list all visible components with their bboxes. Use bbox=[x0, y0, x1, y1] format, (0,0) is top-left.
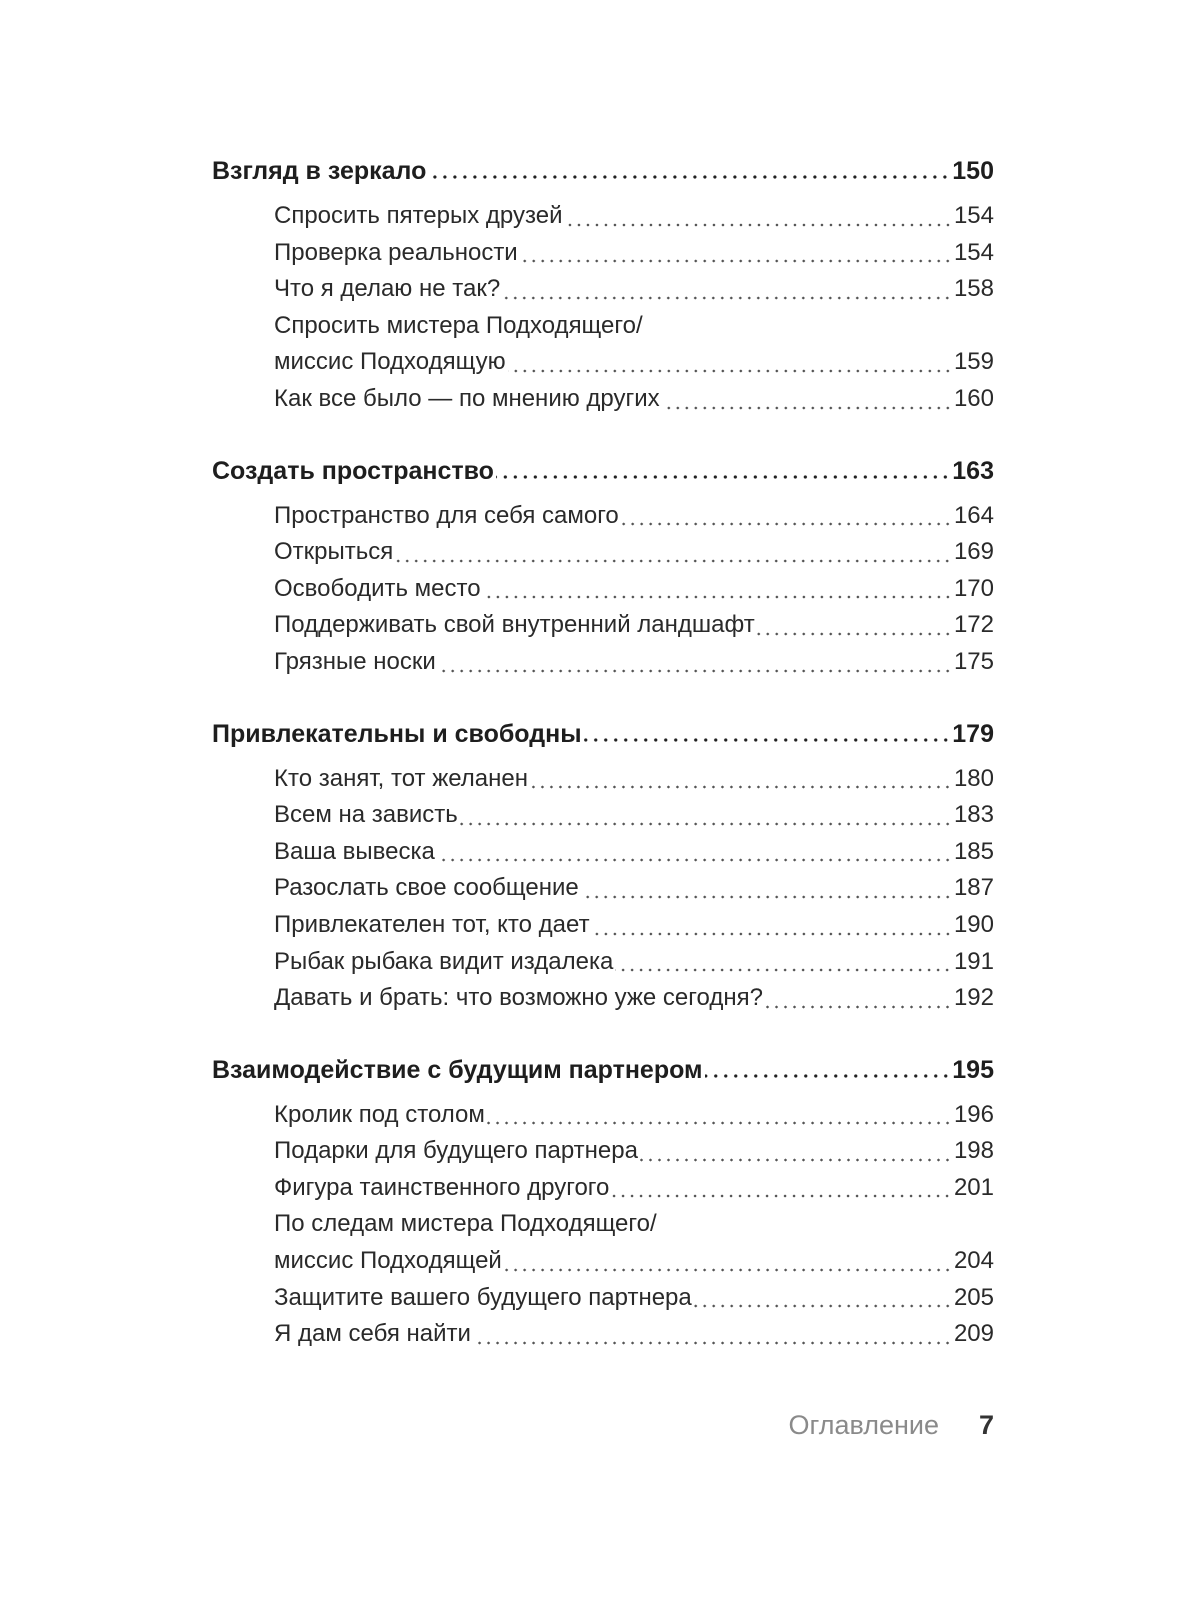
toc-entry bbox=[274, 534, 994, 571]
toc-entry-line1 bbox=[274, 1206, 994, 1243]
toc-section bbox=[212, 717, 994, 1017]
entry-title: Разослать свое сообщение bbox=[274, 874, 579, 902]
entry-title: Давать и брать: что возможно уже сегодня? bbox=[274, 984, 763, 1012]
table-of-contents bbox=[212, 154, 994, 1353]
entry-page: 180 bbox=[953, 764, 994, 792]
entry-page: 169 bbox=[953, 538, 994, 566]
entry-title-line1: Спросить мистера Подходящего/ bbox=[274, 311, 643, 339]
toc-section-heading bbox=[212, 717, 994, 751]
section-title: Взгляд в зеркало bbox=[212, 157, 427, 185]
dot-leader bbox=[395, 559, 952, 563]
entry-title: Кролик под столом bbox=[274, 1100, 485, 1128]
entry-title: миссис Подходящую bbox=[274, 348, 506, 376]
toc-section-heading bbox=[212, 154, 994, 188]
dot-leader bbox=[611, 1194, 952, 1198]
toc-entry-line1 bbox=[274, 308, 994, 345]
entry-page: 209 bbox=[953, 1320, 994, 1348]
toc-entry bbox=[274, 907, 994, 944]
toc-entry bbox=[274, 1280, 994, 1317]
page-footer bbox=[0, 1410, 994, 1450]
entry-page: 201 bbox=[953, 1173, 994, 1201]
toc-section bbox=[212, 454, 994, 681]
dot-leader bbox=[473, 1341, 952, 1345]
section-page: 195 bbox=[952, 1055, 994, 1084]
dot-leader bbox=[437, 858, 952, 862]
entry-page: 190 bbox=[953, 910, 994, 938]
dot-leader bbox=[460, 822, 952, 826]
entry-title: Пространство для себя самого bbox=[274, 501, 619, 529]
dot-leader bbox=[765, 1005, 952, 1009]
dot-leader bbox=[428, 175, 950, 179]
entry-page: 198 bbox=[953, 1137, 994, 1165]
dot-leader bbox=[483, 595, 952, 599]
toc-entry bbox=[274, 797, 994, 834]
entry-title: Подарки для будущего партнера bbox=[274, 1137, 638, 1165]
dot-leader bbox=[621, 522, 952, 526]
toc-entry bbox=[274, 235, 994, 272]
toc-entry bbox=[274, 344, 994, 381]
dot-leader bbox=[502, 296, 952, 300]
entry-page: 164 bbox=[953, 501, 994, 529]
entry-title-line1: По следам мистера Подходящего/ bbox=[274, 1210, 657, 1238]
toc-entry bbox=[274, 1170, 994, 1207]
section-page: 163 bbox=[952, 456, 994, 485]
dot-leader bbox=[584, 738, 951, 742]
toc-entry bbox=[274, 761, 994, 798]
entry-page: 204 bbox=[953, 1247, 994, 1275]
entry-title: Фигура таинственного другого bbox=[274, 1173, 610, 1201]
entry-page: 170 bbox=[953, 574, 994, 602]
dot-leader bbox=[757, 632, 952, 636]
toc-section bbox=[212, 1053, 994, 1353]
dot-leader bbox=[640, 1158, 952, 1162]
dot-leader bbox=[662, 406, 952, 410]
dot-leader bbox=[487, 1121, 952, 1125]
entry-page: 172 bbox=[953, 611, 994, 639]
entry-page: 205 bbox=[953, 1283, 994, 1311]
dot-leader bbox=[592, 932, 952, 936]
toc-entry bbox=[274, 980, 994, 1017]
entry-title: Освободить место bbox=[274, 574, 481, 602]
section-title: Взаимодействие с будущим партнером bbox=[212, 1055, 703, 1084]
toc-entry bbox=[274, 1133, 994, 1170]
toc-entry bbox=[274, 271, 994, 308]
dot-leader bbox=[615, 968, 952, 972]
entry-page: 154 bbox=[953, 202, 994, 229]
entry-title: Спросить пятерых друзей bbox=[274, 202, 563, 229]
entry-title: Открыться bbox=[274, 538, 394, 566]
entry-title: Грязные носки bbox=[274, 647, 436, 675]
entry-page: 175 bbox=[953, 647, 994, 675]
dot-leader bbox=[705, 1074, 951, 1078]
toc-entry bbox=[274, 498, 994, 535]
toc-entry bbox=[274, 381, 994, 418]
entry-title: Я дам себя найти bbox=[274, 1320, 471, 1348]
entry-title: Что я делаю не так? bbox=[274, 275, 501, 303]
section-page: 150 bbox=[952, 157, 994, 185]
entry-page: 159 bbox=[953, 348, 994, 376]
dot-leader bbox=[520, 259, 952, 263]
toc-entry bbox=[274, 1316, 994, 1353]
page-number: 7 bbox=[978, 1410, 994, 1440]
toc-entry bbox=[274, 1097, 994, 1134]
toc-entry bbox=[274, 571, 994, 608]
toc-entry bbox=[274, 644, 994, 681]
entry-title: Поддерживать свой внутренний ландшафт bbox=[274, 611, 755, 639]
entry-title: Ваша вывеска bbox=[274, 837, 435, 865]
toc-entry bbox=[274, 607, 994, 644]
entry-title: Рыбак рыбака видит издалека bbox=[274, 947, 614, 975]
running-footer-label: Оглавление bbox=[788, 1410, 939, 1440]
dot-leader bbox=[565, 223, 952, 227]
toc-entry bbox=[274, 944, 994, 981]
dot-leader bbox=[508, 369, 952, 373]
entry-page: 183 bbox=[953, 801, 994, 829]
section-page: 179 bbox=[952, 719, 994, 748]
dot-leader bbox=[438, 669, 952, 673]
section-title: Привлекательны и свободны bbox=[212, 719, 582, 748]
toc-section-heading bbox=[212, 1053, 994, 1087]
dot-leader bbox=[581, 895, 952, 899]
entry-title: Проверка реальности bbox=[274, 238, 518, 266]
entry-page: 154 bbox=[953, 238, 994, 266]
entry-page: 196 bbox=[953, 1100, 994, 1128]
toc-entry bbox=[274, 870, 994, 907]
dot-leader bbox=[504, 1268, 952, 1272]
toc-section-heading bbox=[212, 454, 994, 488]
entry-page: 192 bbox=[953, 984, 994, 1012]
toc-section bbox=[212, 154, 994, 418]
dot-leader bbox=[496, 475, 950, 479]
entry-title: Защитите вашего будущего партнера bbox=[274, 1283, 692, 1311]
entry-page: 160 bbox=[953, 384, 994, 412]
entry-title: Всем на зависть bbox=[274, 801, 458, 829]
section-title: Создать пространство bbox=[212, 456, 494, 485]
entry-title: Кто занят, тот желанен bbox=[274, 764, 529, 792]
toc-entry bbox=[274, 1243, 994, 1280]
toc-entry bbox=[274, 198, 994, 235]
entry-title: Привлекателен тот, кто дает bbox=[274, 910, 590, 938]
dot-leader bbox=[530, 785, 952, 789]
entry-title: миссис Подходящей bbox=[274, 1247, 502, 1275]
entry-title: Как все было — по мнению других bbox=[274, 384, 660, 412]
dot-leader bbox=[694, 1304, 952, 1308]
entry-page: 158 bbox=[953, 275, 994, 303]
entry-page: 187 bbox=[953, 874, 994, 902]
entry-page: 191 bbox=[953, 947, 994, 975]
toc-entry bbox=[274, 834, 994, 871]
entry-page: 185 bbox=[953, 837, 994, 865]
